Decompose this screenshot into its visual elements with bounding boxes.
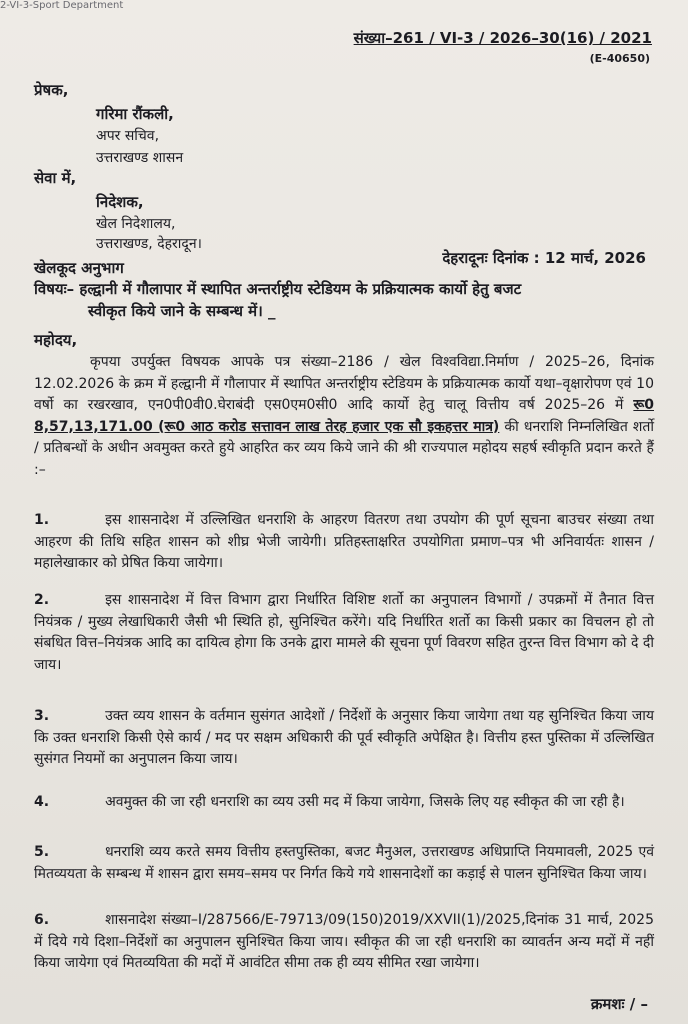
continued-marker: क्रमशः / – — [590, 995, 648, 1013]
salutation: महोदय, — [34, 331, 78, 349]
sender-label: प्रेषक, — [34, 81, 69, 99]
recipient-name: निदेशक, — [96, 193, 144, 211]
paragraph-number: 3. — [34, 708, 50, 724]
paragraph-number: 4. — [34, 794, 50, 810]
paragraph-number: 2. — [34, 592, 50, 608]
recipient-label: सेवा में, — [34, 169, 77, 187]
paragraph-text: शासनादेश संख्या–I/287566/E-79713/09(150)2019/XXVII(1)/2025,दिनांक 31 मार्च, 2025 में दिये गये दिशा–निर्देशों का अनुपालन सुनिश्चित किया जाय। स्वीकृत की जा रही धनराशि का व्यावर्तन अन्य मदों में नहीं किया जायेगा एवं मितव्ययिता की मदों में आवंटित सीमा तक ही व्यय सीमित रखा जायेगा। — [34, 912, 654, 971]
subject-label: विषयः– — [34, 280, 75, 298]
paragraph-text: इस शासनादेश में उल्लिखित धनराशि के आहरण वितरण तथा उपयोग की पूर्ण सूचना बाउचर संख्या तथा आहरण की तिथि सहित शासन को शीघ्र भेजी जायेगी। प्रतिहस्ताक्षरित उपयोगिता प्रमाण–पत्र भी अनिवार्यतः शासन / महालेखाकार को प्रेषित किया जायेगा। — [34, 512, 654, 571]
sender-name: गरिमा रौंकली, — [96, 105, 174, 123]
paragraph-4 — [34, 792, 654, 814]
paragraph-text: इस शासनादेश में वित्त विभाग द्वारा निर्धारित विशिष्ट शर्तो का अनुपालन विभागों / उपक्रमों में तैनात वित्त नियंत्रक / मुख्य लेखाधिकारी जैसी भी स्थिति हो, सुनिश्चित करेंगे। यदि निर्धारित शर्तो का किसी प्रकार का विचलन हो तो संबधित वित्त–नियंत्रक आदि का दायित्व होगा कि उनके द्वारा मामले की सूचना पूर्ण विवरण सहित तुरन्त वित्त विभाग को दे दी जाय। — [34, 592, 655, 673]
sender-office: उत्तराखण्ड शासन — [96, 150, 184, 166]
intro-paragraph — [34, 352, 654, 481]
sanctioned-amount: रू0 8,57,13,171.00 (रू0 आठ करोड सत्तावन लाख तेरह हजार एक सौ इकहत्तर मात्र) — [34, 397, 654, 435]
paragraph-1 — [34, 510, 654, 575]
sender-designation: अपर सचिव, — [96, 128, 160, 144]
recipient-office: खेल निदेशालय, — [96, 216, 176, 232]
reference-number: संख्या–261 / VI-3 / 2026–30(16) / 2021 — [353, 29, 652, 47]
place-date: देहरादूनः दिनांक : 12 मार्च, 2026 — [442, 249, 646, 267]
paragraph-text: धनराशि व्यय करते समय वित्तीय हस्तपुस्तिका, बजट मैनुअल, उत्तराखण्ड अधिप्राप्ति नियमावली, 2025 एवं मितव्ययता के सम्बन्ध में शासन द्वारा समय–समय पर निर्गत किये गये शासनादेशों का कड़ाई से पालन सुनिश्चित किया जाय। — [34, 844, 654, 882]
paragraph-number: 1. — [34, 512, 50, 528]
paragraph-2 — [34, 590, 654, 676]
intro-text-1: कृपया उपर्युक्त विषयक आपके पत्र संख्या–2186 / खेल विश्वविद्या.निर्माण / 2025–26, दिनांक 12.02.2026 के क्रम में हल्द्वानी में गौलापार में स्थापित अन्तर्राष्ट्रीय स्टेडियम के प्रक्रियात्मक कार्यो यथा–वृक्षारोपण एवं 10 वर्षो का रखरखाव, एन0पी0वी0.घेराबंदी एस0एम0सी0 आदि कार्यो हेतु चालू वित्तीय वर्ष 2025–26 में — [34, 354, 654, 413]
section-name: खेलकूद अनुभाग — [34, 259, 124, 277]
paragraph-text: अवमुक्त की जा रही धनराशि का व्यय उसी मद में किया जायेगा, जिसके लिए यह स्वीकृत की जा रही है। — [105, 794, 625, 810]
recipient-place: उत्तराखण्ड, देहरादून। — [96, 236, 202, 252]
header-fragment: 2-VI-3-Sport Department — [0, 0, 124, 11]
intro-text-2: की धनराशि निम्नलिखित शर्तो / प्रतिबन्धों के अधीन अवमुक्त करते हुये आहरित कर व्यय किये जाने की श्री राज्यपाल महोदय सहर्ष स्वीकृति प्रदान करते हैं :– — [34, 418, 655, 478]
subject-line-2: स्वीकृत किये जाने के सम्बन्ध में। _ — [88, 302, 276, 320]
paragraph-text: उक्त व्यय शासन के वर्तमान सुसंगत आदेशों / निर्देशों के अनुसार किया जायेगा तथा यह सुनिश्चित किया जाय कि उक्त धनराशि किसी ऐसे कार्य / मद पर सक्षम अधिकारी की पूर्व स्वीकृति अपेक्षित है। वित्तीय हस्त पुस्तिका में उल्लिखित सुसंगत नियमों का अनुपालन किया जाय। — [34, 708, 654, 767]
e-reference: (E-40650) — [589, 52, 650, 65]
paragraph-number: 5. — [34, 844, 50, 860]
subject-block — [34, 278, 654, 322]
paragraph-number: 6. — [34, 912, 50, 928]
paragraph-5 — [34, 842, 654, 885]
subject-line-1: हल्द्वानी में गौलापार में स्थापित अन्तर्राष्ट्रीय स्टेडियम के प्रक्रियात्मक कार्यो हेतु बजट — [79, 280, 522, 298]
paragraph-6 — [34, 910, 654, 975]
paragraph-3 — [34, 706, 654, 771]
